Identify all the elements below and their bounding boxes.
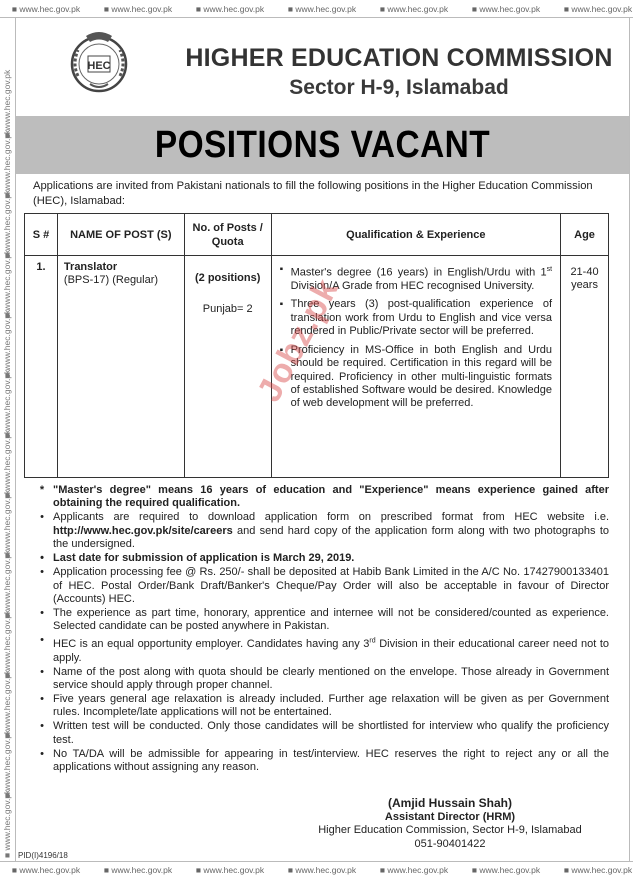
note-bullet: • <box>40 665 44 678</box>
post-title: Translator <box>63 261 118 273</box>
organization-name: HIGHER EDUCATION COMMISSION <box>185 44 613 72</box>
cell-age: 21-40 years <box>561 256 609 478</box>
signatory-name: (Amjid Hussain Shah) <box>387 796 512 810</box>
banner-title: POSITIONS VACANT <box>154 124 491 166</box>
signatory-office: Higher Education Commission, Sector H-9, Islamabad <box>318 824 582 836</box>
frame-url: ■ www.hec.gov.pk <box>2 129 12 198</box>
frame-url: ■ www.hec.gov.pk <box>195 4 265 14</box>
frame-url: ■ www.hec.gov.pk <box>471 4 541 14</box>
qualification-item: ▪ Proficiency in MS-Office in both English and Urdu should be required. Certification in this regard will be required. Proficiency in other multi-linguistic formats of established Software would be desired. Knowledge of web development will be preferred. <box>280 344 552 411</box>
organization-location: Sector H-9, Islamabad <box>289 76 509 99</box>
frame-url: ■ www.hec.gov.pk <box>2 69 12 138</box>
note-item <box>36 666 609 693</box>
note-item <box>36 607 609 634</box>
frame-url: ■ www.hec.gov.pk <box>2 189 12 258</box>
header-age: Age <box>561 214 609 256</box>
header-sno: S # <box>25 214 58 256</box>
note-bullet: • <box>40 552 44 565</box>
note-bullet: • <box>40 566 44 579</box>
frame-url: ■ www.hec.gov.pk <box>379 865 449 875</box>
frame-url: ■ www.hec.gov.pk <box>2 489 12 558</box>
frame-url: ■ www.hec.gov.pk <box>563 4 633 14</box>
note-item <box>36 748 609 775</box>
signatory-designation: Assistant Director (HRM) <box>384 810 516 823</box>
frame-url: ■ www.hec.gov.pk <box>11 4 81 14</box>
positions-count: (2 positions) <box>194 272 261 284</box>
frame-url: ■ www.hec.gov.pk <box>379 4 449 14</box>
intro-paragraph: Applications are invited from Pakistani nationals to fill the following positions in the Higher Education Commission (HEC), Islamabad: <box>33 180 593 207</box>
note-item <box>36 693 609 720</box>
table-header-row <box>25 214 609 256</box>
frame-url: ■ www.hec.gov.pk <box>287 4 357 14</box>
cell-quota <box>184 256 271 478</box>
note-text: Applicants are required to download application form on prescribed format from HEC website i.e. <box>53 511 609 524</box>
positions-vacant-banner <box>16 116 629 174</box>
note-item <box>36 552 609 565</box>
note-text: Application processing fee @ Rs. 250/- shall be deposited at Habib Bank Limited in the A/C No. 17427900133401 of HEC. Postal Order/Bank Draft/Banker's Cheque/Pay Order will also be acceptable in favour of Director (Accounts) HEC. <box>53 566 609 606</box>
note-bullet: • <box>40 511 44 524</box>
signature-block <box>290 797 610 851</box>
frame-url: ■ www.hec.gov.pk <box>2 429 12 498</box>
note-bullet: * <box>39 484 45 496</box>
careers-link[interactable]: http://www.hec.gov.pk/site/careers <box>53 524 233 537</box>
qualification-item: ▪ Three years (3) post-qualification experience of translation work from Urdu to English and vice versa rendered in Public/Private sector will be preferred. <box>280 298 552 338</box>
frame-url: ■ www.hec.gov.pk <box>2 369 12 438</box>
left-url-band-text <box>2 69 12 858</box>
header-quota: No. of Posts / Quota <box>184 214 271 256</box>
header-qualification: Qualification & Experience <box>271 214 560 256</box>
pid-reference: PID(I)4196/18 <box>18 851 68 860</box>
frame-url: ■ www.hec.gov.pk <box>103 865 173 875</box>
cell-post-name <box>57 256 184 478</box>
note-text: Last date for submission of application is March 29, 2019. <box>53 552 355 565</box>
note-text: No TA/DA will be admissible for appearing in test/interview. HEC reserves the right to reject any or all the applications without assigning any reason. <box>53 747 609 774</box>
bottom-url-band <box>0 861 633 877</box>
note-item <box>36 720 609 747</box>
note-text: HEC is an equal opportunity employer. Candidates having any 3rd Division in their educational career need not to apply. <box>53 637 609 664</box>
note-item <box>36 511 609 551</box>
top-url-band <box>0 0 633 18</box>
frame-url: ■ www.hec.gov.pk <box>2 609 12 678</box>
frame-url: ■ www.hec.gov.pk <box>11 865 81 875</box>
left-url-band <box>0 18 16 861</box>
frame-url: ■ www.hec.gov.pk <box>103 4 173 14</box>
frame-url: ■ www.hec.gov.pk <box>287 865 357 875</box>
frame-url: ■ www.hec.gov.pk <box>195 865 265 875</box>
header-post-name: NAME OF POST (S) <box>57 214 184 256</box>
note-text-continued: and send hard copy of the application form along with two photographs to the undersigned. <box>53 524 609 551</box>
note-item <box>36 484 609 511</box>
hec-logo <box>66 26 132 98</box>
frame-url: ■ www.hec.gov.pk <box>2 549 12 618</box>
signatory-phone: 051-90401422 <box>414 837 486 850</box>
frame-url: ■ www.hec.gov.pk <box>471 865 541 875</box>
frame-url: ■ www.hec.gov.pk <box>2 249 12 318</box>
note-bullet: • <box>40 747 44 760</box>
frame-url: ■ www.hec.gov.pk <box>2 309 12 378</box>
watermark: Jobz.pk <box>250 272 347 408</box>
note-item <box>36 634 609 664</box>
cell-sno: 1. <box>25 256 58 478</box>
note-bullet: • <box>40 692 44 705</box>
note-text: Written test will be conducted. Only those candidates will be shortlisted for interview who qualify the proficiency test. <box>53 720 609 746</box>
note-text: Five years general age relaxation is already included. Further age relaxation will be given as per Government rules. Incomplete/late applications will not be entertained. <box>53 692 609 719</box>
advert-header <box>16 18 629 116</box>
note-bullet: • <box>40 634 44 647</box>
note-text: Name of the post along with quota should be clearly mentioned on the envelope. Those already in Government service should apply through proper channel. <box>53 665 609 691</box>
frame-url: ■ www.hec.gov.pk <box>563 865 633 875</box>
right-border <box>629 18 633 861</box>
frame-url: ■ www.hec.gov.pk <box>2 669 12 738</box>
note-item <box>36 566 609 606</box>
province-quota: Punjab= 2 <box>202 303 253 315</box>
note-bullet: • <box>40 607 44 620</box>
frame-url: ■ www.hec.gov.pk <box>2 729 12 798</box>
logo-text: HEC <box>87 60 111 72</box>
note-text: The experience as part time, honorary, apprentice and internee will not be considered/counted as experience. Selected candidate can be posted anywhere in Pakistan. <box>53 607 609 633</box>
note-bullet: • <box>40 720 44 733</box>
note-text: "Master's degree" means 16 years of education and "Experience" means experience gained after obtaining the required qualification. <box>53 484 609 510</box>
qualification-item: ▪ Master's degree (16 years) in English/Urdu with 1st Division/A Grade from HEC recognised University. <box>280 263 552 293</box>
post-grade: (BPS-17) (Regular) <box>63 274 159 286</box>
terms-notes <box>36 484 609 775</box>
frame-url: ■ www.hec.gov.pk <box>2 789 12 858</box>
